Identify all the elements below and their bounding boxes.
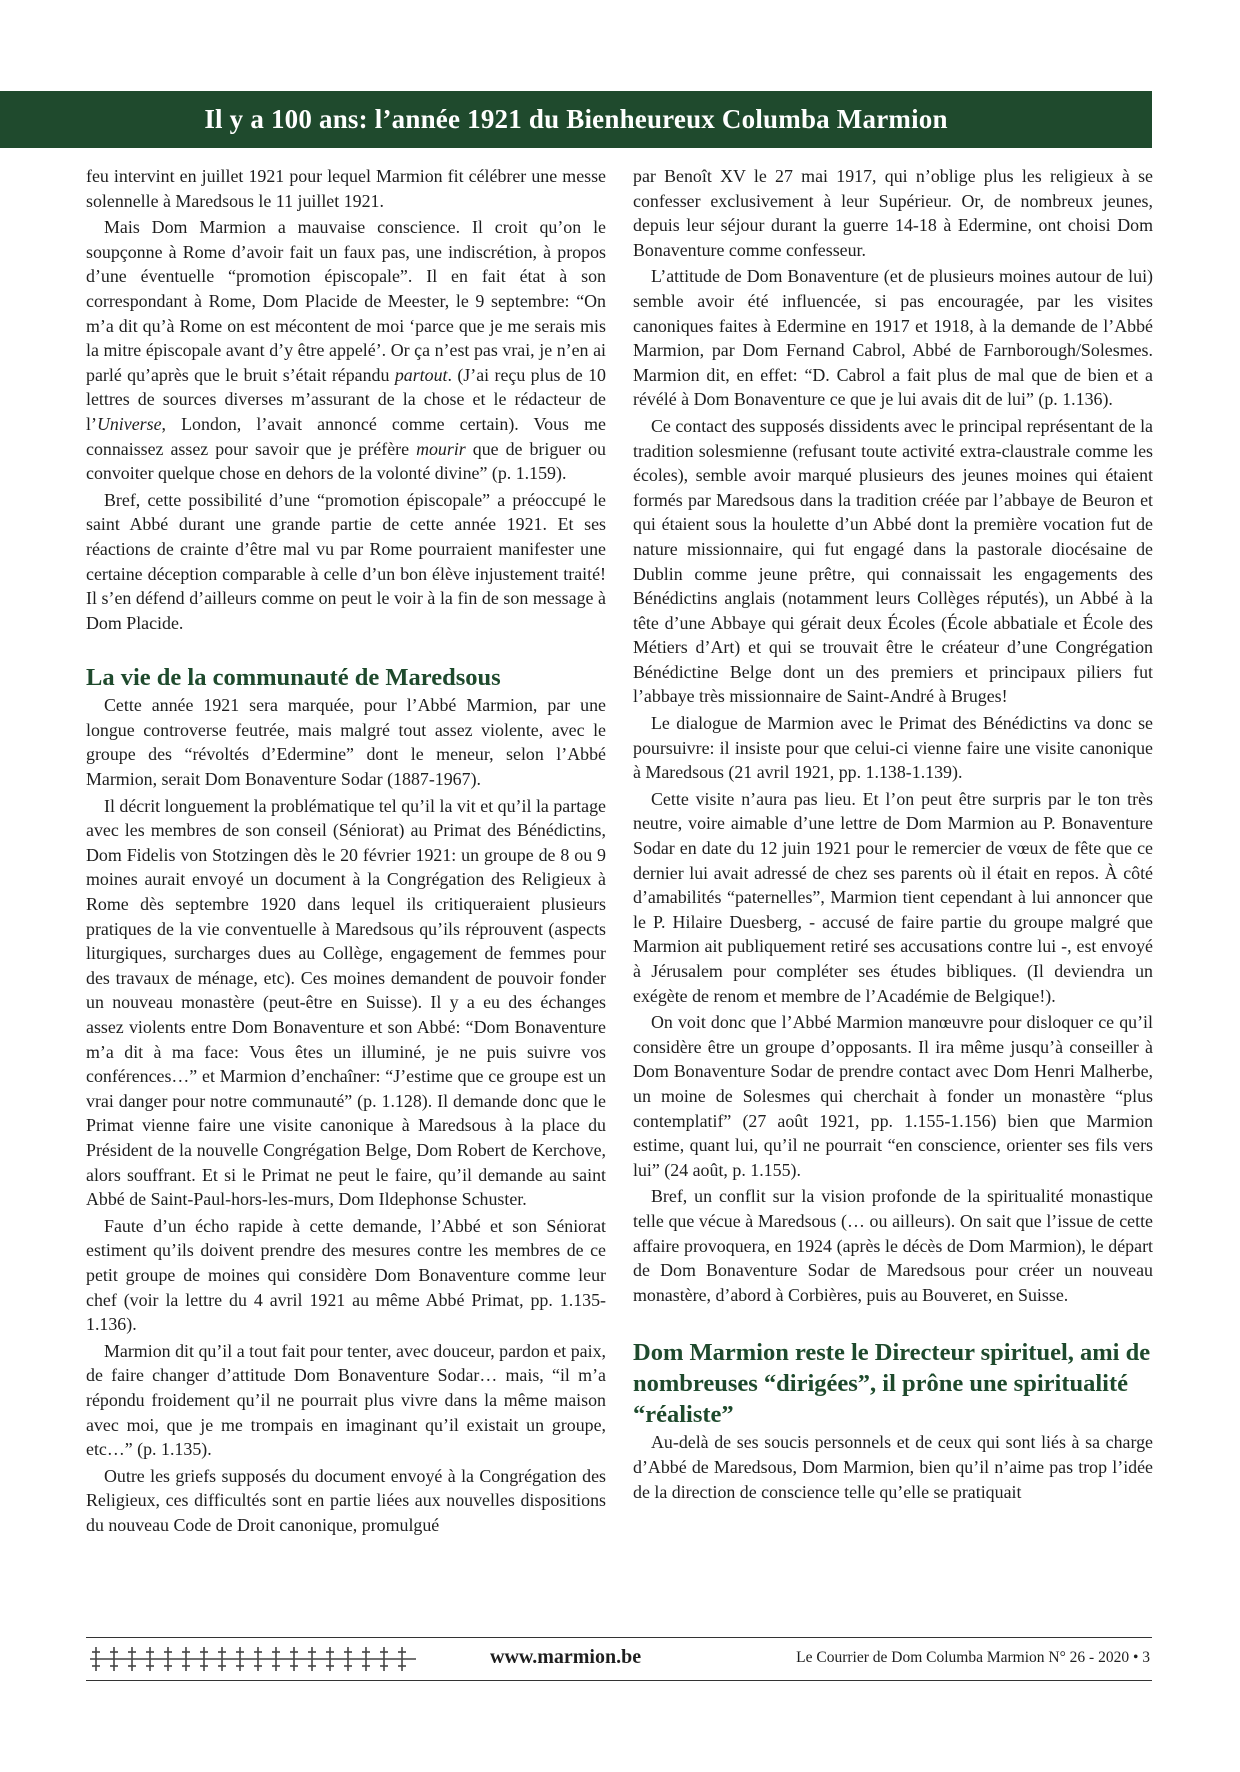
- paragraph: Le dialogue de Marmion avec le Primat des Bénédictins va donc se poursuivre: il insiste pour que celui-ci vienne faire une visite canonique à Maredsous (21 avril 1921, pp. 1.138-1.139).: [633, 713, 1153, 783]
- right-column: [633, 164, 1153, 1614]
- paragraph: Faute d’un écho rapide à cette demande, l’Abbé et son Séniorat estiment qu’ils doivent prendre des mesures contre les membres de ce petit groupe de moines qui considère Dom Bonaventure comme leur chef (voir la lettre du 4 avril 1921 au même Abbé Primat, pp. 1.135-1.136).: [86, 1215, 606, 1335]
- paragraph: Bref, cette possibilité d’une “promotion épiscopale” a préoccupé le saint Abbé durant une grande partie de cette année 1921. Et ses réactions de crainte d’être mal vu par Rome pourraient manifester une certaine déception comparable à celle d’un bon élève injustement traité! Il s’en défend d’ailleurs comme on peut le voir à la fin de son message à Dom Placide.: [86, 489, 606, 633]
- decorative-cross-border-icon: [90, 1644, 416, 1674]
- header-banner: [0, 91, 1152, 148]
- paragraph: Marmion dit qu’il a tout fait pour tenter, avec douceur, pardon et paix, de faire changer d’attitude Dom Bonaventure Sodar… mais, “il m’a répondu froidement qu’il ne pourrait plus vivre dans la même maison avec moi, que je me trompais en imaginant qu’il existait un groupe, etc…” (p. 1.135).: [86, 1340, 606, 1460]
- paragraph: Ce contact des supposés dissidents avec le principal représentant de la tradition solesmienne (refusant toute activité extra-claustrale comme les écoles), semble avoir marqué plusieurs des jeunes moines qui étaient formés par Maredsous dans la tradition créée par l’abbaye de Beuron et qui étaient sous la houlette d’un Abbé dont la première vocation fut de nature missionnaire, qui fut engagé dans la pastorale diocésaine de Dublin comme jeune prêtre, qui connaissait les engagements des Bénédictins anglais (notamment leurs Collèges réputés), un Abbé à la tête d’une Abbaye qui gérait deux Écoles (École abbatiale et École des Métiers d’Art) et qui se trouvait être le créateur d’une Congrégation Bénédictine Belge dont un des premiers et principaux piliers fut l’abbaye très missionnaire de Saint-André à Bruges!: [633, 415, 1153, 707]
- page-title: Il y a 100 ans: l’année 1921 du Bienheureux Columba Marmion: [204, 104, 948, 134]
- section-heading: La vie de la communauté de Maredsous: [86, 664, 501, 692]
- paragraph: On voit donc que l’Abbé Marmion manœuvre pour disloquer ce qu’il considère être un groupe d’opposants. Il ira même jusqu’à conseiller à Dom Bonaventure Sodar de prendre contact avec Dom Henri Malherbe, un moine de Solesmes qui cherchait à fonder un monastère “plus contemplatif” (27 août 1921, pp. 1.155-1.156) bien que Marmion estime, quant lui, qu’il ne pourrait “en conscience, orienter ses fils vers lui” (24 août, p. 1.155).: [633, 1012, 1153, 1180]
- paragraph: Mais Dom Marmion a mauvaise conscience. Il croit qu’on le soupçonne à Rome d’avoir fait un faux pas, une indiscrétion, à propos d’une éventuelle “promotion épiscopale”. Il en fait état à son correspondant à Rome, Dom Placide de Meester, le 9 septembre: “On m’a dit qu’à Rome on est mécontent de moi ‘parce que je me serais mis la mitre épiscopale avant d’y être appelé’. Or ça n’est pas vrai, je n’en ai parlé qu’après que le bruit s’était répandu partout. (J’ai reçu plus de 10 lettres de sources diverses m’assurant de la chose et le rédacteur de l’Universe, London, l’avait annoncé comme certain). Vous me connaissez assez pour savoir que je préfère mourir que de briguer ou convoiter quelque chose en dehors de la volonté divine” (p. 1.159).: [86, 217, 606, 484]
- left-column: [86, 164, 606, 1614]
- paragraph: Cette visite n’aura pas lieu. Et l’on peut être surpris par le ton très neutre, voire aimable d’une lettre de Dom Marmion au P. Bonaventure Sodar en date du 12 juin 1921 pour le remercier de vœux de fête que ce dernier lui avait adressé de chez ses parents où il était en repos. À côté d’amabilités “paternelles”, Marmion tient cependant à lui annoncer que le P. Hilaire Duesberg, - accusé de faire partie du groupe malgré que Marmion ait publiquement retiré ses accusations contre lui -, est envoyé à Jérusalem pour compléter ses études bibliques. (Il deviendra un exégète de renom et membre de l’Académie de Belgique!).: [633, 788, 1153, 1006]
- paragraph: L’attitude de Dom Bonaventure (et de plusieurs moines autour de lui) semble avoir été influencée, si pas encouragée, par les visites canoniques faites à Edermine en 1917 et 1918, à la demande de l’Abbé Marmion, par Dom Fernand Cabrol, Abbé de Farnborough/Solesmes. Marmion dit, en effet: “D. Cabrol a fait plus de mal que de bien et a révélé à Dom Bonaventure ce que je lui avais dit de lui” (p. 1.136).: [633, 266, 1153, 410]
- footer: [86, 1637, 1152, 1681]
- paragraph: Bref, un conflit sur la vision profonde de la spiritualité monastique telle que vécue à Maredsous (… ou ailleurs). On sait que l’issue de cette affaire provoquera, en 1924 (après le décès de Dom Marmion), le départ de Dom Bonaventure Sodar de Maredsous pour créer un nouveau monastère, d’abord à Corbières, puis au Bouveret, en Suisse.: [633, 1186, 1153, 1305]
- paragraph: Il décrit longuement la problématique tel qu’il la vit et qu’il la partage avec les membres de son conseil (Séniorat) au Primat des Bénédictins, Dom Fidelis von Stotzingen dès le 20 février 1921: un groupe de 8 ou 9 moines aurait envoyé un document à la Congrégation des Religieux à Rome dès septembre 1920 dans lequel ils critiqueraient plusieurs pratiques de la vie conventuelle à Maredsous qu’ils réprouvent (aspects liturgiques, surcharges dues au Collège, engagement de femmes pour des travaux de ménage, etc). Ces moines demandent de pouvoir fonder un nouveau monastère (peut-être en Suisse). Il y a eu des échanges assez violents entre Dom Bonaventure et son Abbé: “Dom Bonaventure m’a dit à ma face: Vous êtes un illuminé, je ne puis suivre vos conférences…” et Marmion d’enchaîner: “J’estime que ce groupe est un vrai danger pour notre communauté” (p. 1.128). Il demande donc que le Primat vienne faire une visite canonique à Maredsous à la place du Président de la nouvelle Congrégation Belge, Dom Robert de Kerchove, alors souffrant. Et si le Primat ne peut le faire, qu’il demande au saint Abbé de Saint-Paul-hors-les-murs, Dom Ildephonse Schuster.: [86, 795, 606, 1210]
- paragraph: Au-delà de ses soucis personnels et de ceux qui sont liés à sa charge d’Abbé de Maredsous, Dom Marmion, bien qu’il n’aime pas trop l’idée de la direction de conscience telle qu’elle se pratiquait: [633, 1432, 1153, 1502]
- website-link[interactable]: www.marmion.be: [490, 1646, 642, 1668]
- section-heading: Dom Marmion reste le Directeur spirituel, ami de nombreuses “dirigées”, il prône une spiritualité “réaliste”: [633, 1339, 1151, 1429]
- issue-info: Le Courrier de Dom Columba Marmion N° 26 - 2020 • 3: [796, 1649, 1150, 1666]
- paragraph: feu intervint en juillet 1921 pour lequel Marmion fit célébrer une messe solennelle à Maredsous le 11 juillet 1921.: [86, 166, 606, 211]
- paragraph: par Benoît XV le 27 mai 1917, qui n’oblige plus les religieux à se confesser exclusivement à leur Supérieur. Or, de nombreux jeunes, depuis leur séjour durant la guerre 14-18 à Edermine, ont choisi Dom Bonaventure comme confesseur.: [633, 166, 1153, 260]
- paragraph: Cette année 1921 sera marquée, pour l’Abbé Marmion, par une longue controverse feutrée, mais malgré tout assez violente, avec le groupe des “révoltés d’Edermine” dont le meneur, selon l’Abbé Marmion, serait Dom Bonaventure Sodar (1887-1967).: [86, 695, 606, 790]
- paragraph: Outre les griefs supposés du document envoyé à la Congrégation des Religieux, ces difficultés sont en partie liées aux nouvelles dispositions du nouveau Code de Droit canonique, promulgué: [86, 1465, 606, 1535]
